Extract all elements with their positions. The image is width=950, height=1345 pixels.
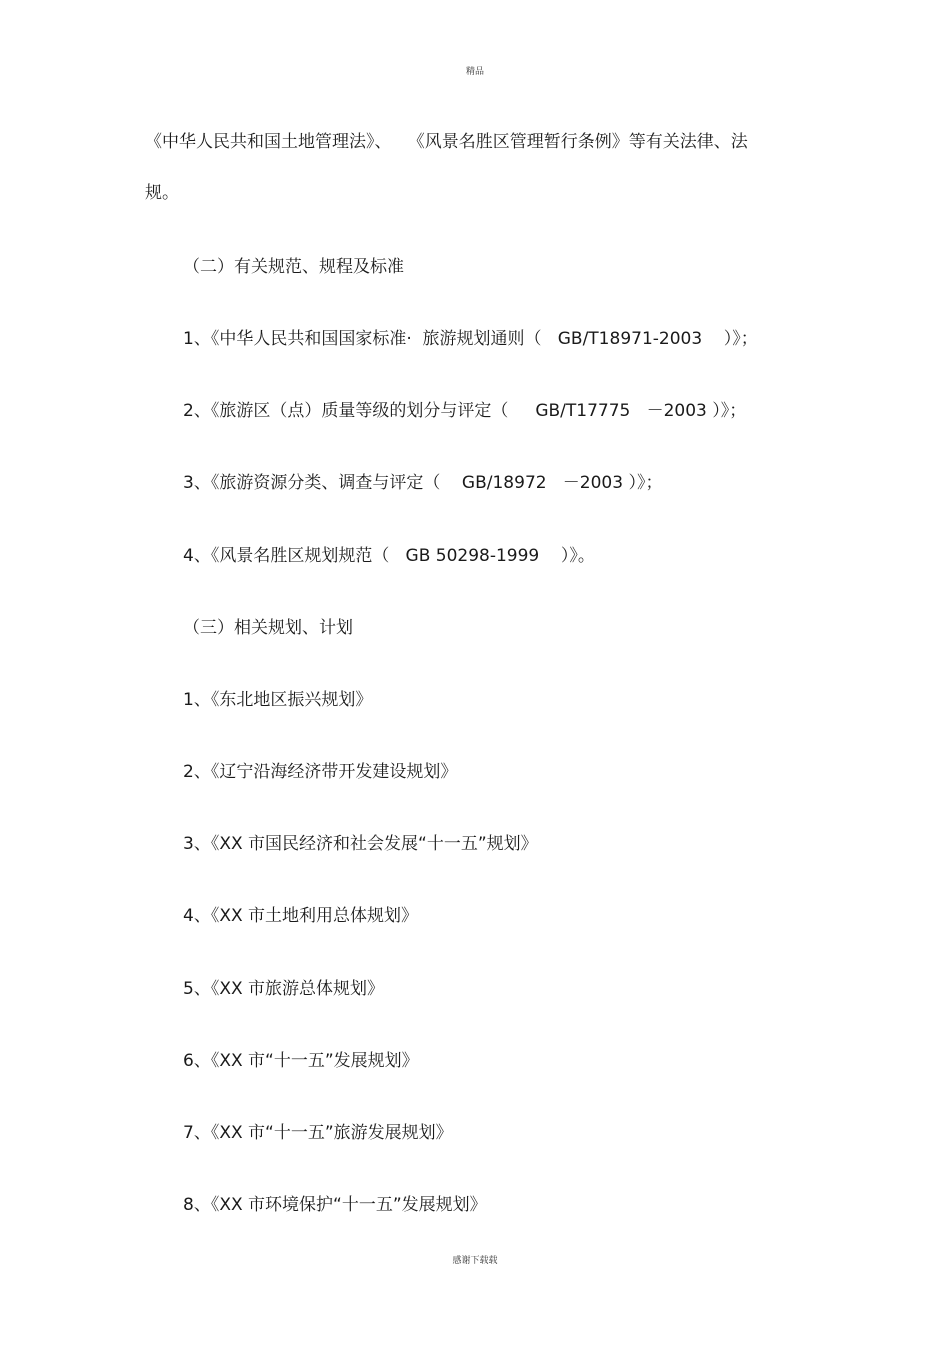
standard-item-1: 1、《中华人民共和国国家标准· 旅游规划通则（ GB/T18971-2003 ）》；: [183, 329, 758, 349]
standard-item-3: 3、《旅游资源分类、调查与评定（ GB/18972 －2003 ）》；: [183, 473, 663, 493]
plan-item-3: 3、《XX 市国民经济和社会发展“十一五”规划》: [183, 834, 538, 854]
plan-item-7: 7、《XX 市“十一五”旅游发展规划》: [183, 1123, 453, 1143]
plan-item-5: 5、《XX 市旅游总体规划》: [183, 979, 385, 999]
plan-item-6: 6、《XX 市“十一五”发展规划》: [183, 1051, 419, 1071]
intro-line-1: 《中华人民共和国土地管理法》、 《风景名胜区管理暂行条例》等有关法律、法: [145, 132, 748, 152]
page-footer: 感谢下载载: [452, 1256, 498, 1266]
standard-item-4: 4、《风景名胜区规划规范（ GB 50298-1999 ）》。: [183, 546, 595, 566]
plan-item-2: 2、《辽宁沿海经济带开发建设规划》: [183, 762, 458, 782]
intro-line-2: 规。: [145, 183, 179, 203]
plan-item-8: 8、《XX 市环境保护“十一五”发展规划》: [183, 1195, 487, 1215]
page-header: 精品: [465, 67, 484, 77]
plan-item-4: 4、《XX 市土地利用总体规划》: [183, 906, 419, 926]
plan-item-1: 1、《东北地区振兴规划》: [183, 690, 373, 710]
standard-item-2: 2、《旅游区（点）质量等级的划分与评定（ GB/T17775 －2003 ）》；: [183, 401, 747, 421]
section3-heading: （三）相关规划、计划: [183, 618, 353, 638]
section2-heading: （二）有关规范、规程及标准: [183, 257, 404, 277]
